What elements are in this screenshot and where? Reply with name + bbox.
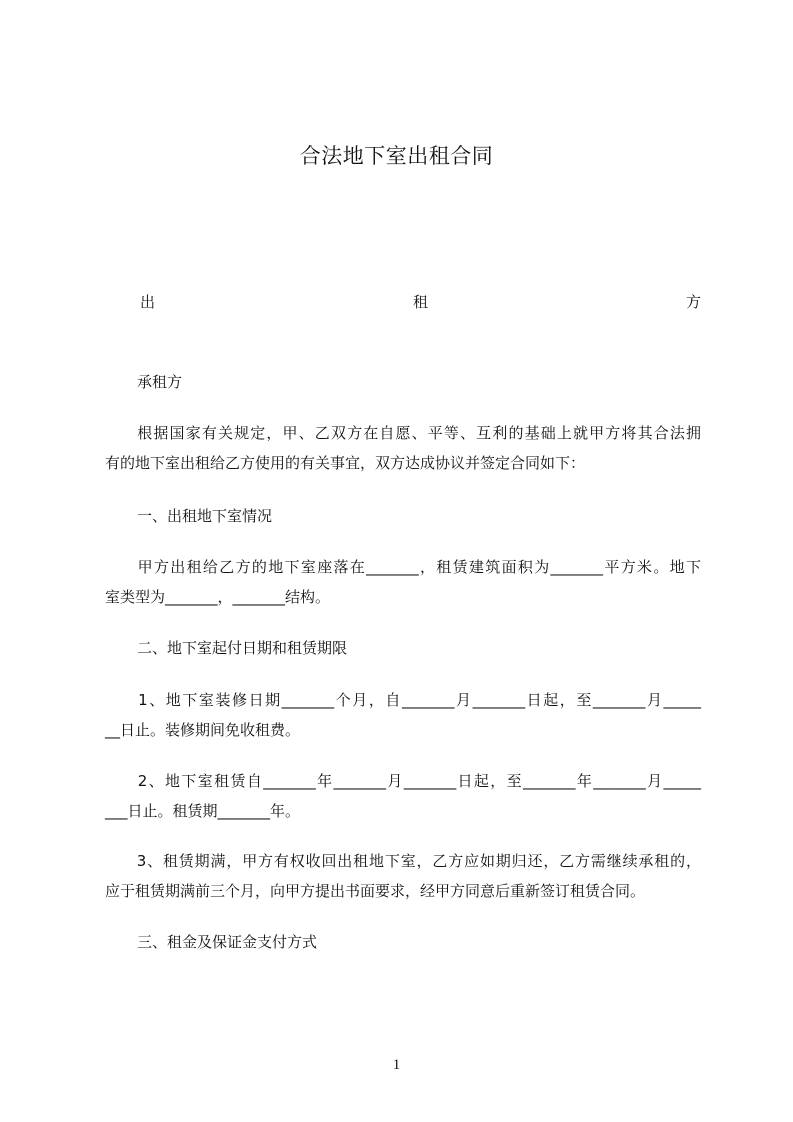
section-1-heading: 一、出租地下室情况 — [137, 507, 273, 525]
lessor-char-3: 方 — [685, 293, 701, 311]
section-2-item-2-line-1: 2、地下室租赁自_______年_______月_______日起，至_______年_______月_____ — [105, 772, 701, 790]
section-1-line-1: 甲方出租给乙方的地下室座落在_______，租赁建筑面积为_______平方米。地下 — [105, 558, 701, 576]
page-number: 1 — [392, 1057, 401, 1073]
section-2-item-3 — [105, 846, 701, 906]
document-title: 合法地下室出租合同 — [299, 144, 494, 168]
section-2-item-2-line-2: ___日止。租赁期_______年。 — [105, 802, 301, 820]
lessor-char-2: 租 — [412, 293, 428, 311]
section-2-item-3-line-2: 应于租赁期满前三个月，向甲方提出书面要求，经甲方同意后重新签订租赁合同。 — [105, 882, 646, 900]
section-2-item-2 — [105, 766, 701, 826]
section-2-item-1-line-2: __日止。装修期间免收租费。 — [105, 721, 301, 739]
section-2-item-1 — [105, 685, 701, 745]
section-2-heading: 二、地下室起付日期和租赁期限 — [137, 639, 348, 657]
intro-paragraph — [105, 418, 701, 478]
lessor-char-1: 出 — [140, 293, 156, 311]
section-2-item-3-line-1: 3、租赁期满，甲方有权收回出租地下室，乙方应如期归还，乙方需继续承租的， — [105, 852, 701, 870]
lessor-line — [140, 290, 701, 314]
intro-line-1: 根据国家有关规定，甲、乙双方在自愿、平等、互利的基础上就甲方将其合法拥 — [105, 424, 701, 442]
intro-line-2: 有的地下室出租给乙方使用的有关事宜，双方达成协议并签定合同如下： — [105, 454, 586, 472]
section-1-body — [105, 552, 701, 612]
section-3-heading: 三、租金及保证金支付方式 — [137, 933, 318, 951]
lessee-line: 承租方 — [137, 373, 183, 391]
section-2-item-1-line-1: 1、地下室装修日期_______个月，自_______月_______日起，至_______月_____ — [105, 691, 701, 709]
section-1-line-2: 室类型为_______，_______结构。 — [105, 588, 331, 606]
